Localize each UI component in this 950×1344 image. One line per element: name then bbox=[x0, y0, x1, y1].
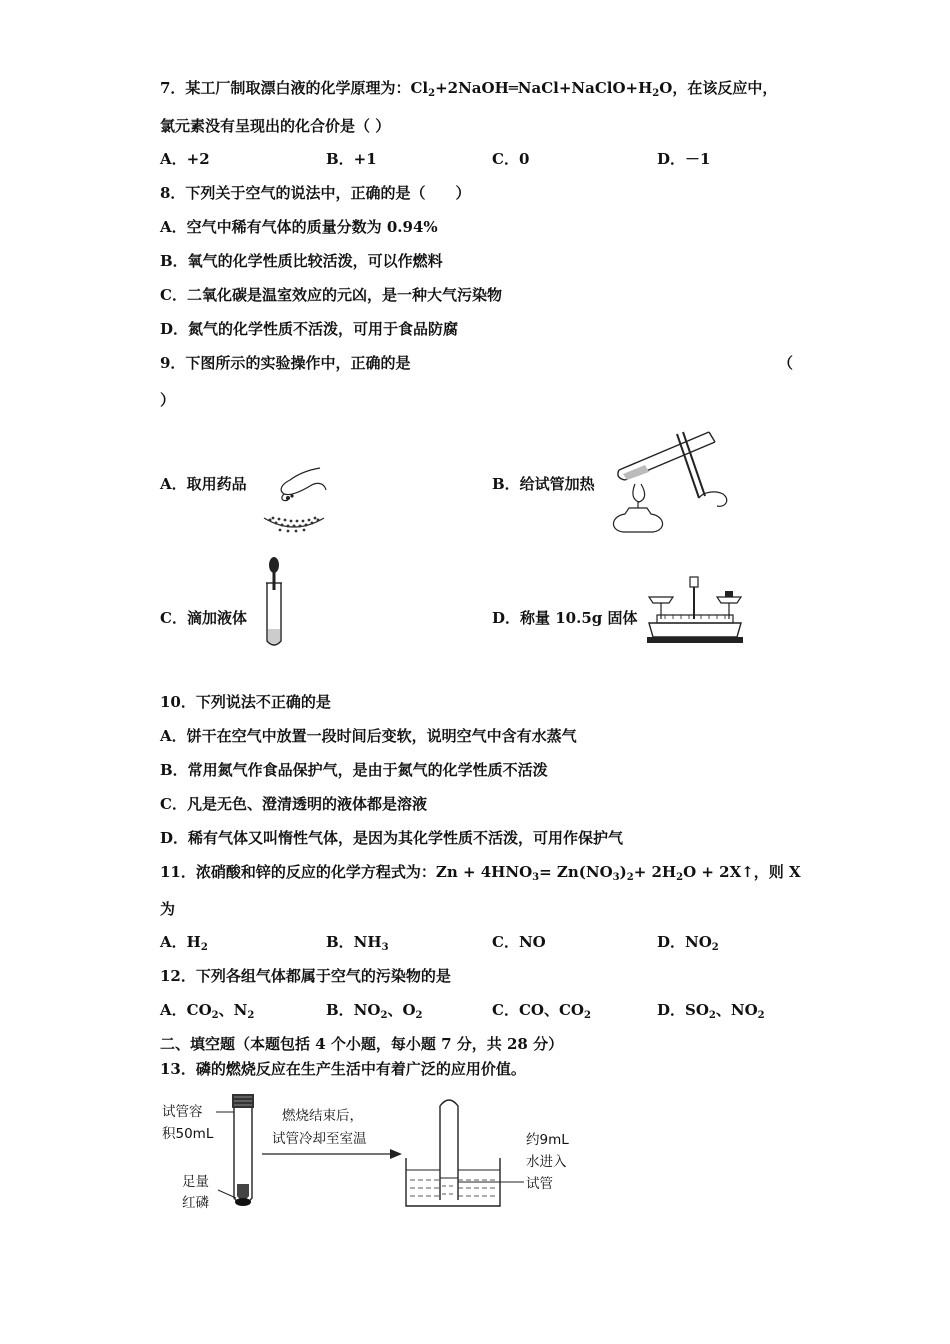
q12-option-sub: 2 bbox=[415, 1010, 423, 1021]
q11-eq-sub: 3 bbox=[612, 872, 620, 883]
q12-option-text: B．NO bbox=[326, 1001, 381, 1019]
figure-dropping-liquid bbox=[262, 555, 286, 650]
fig-label-tube-capacity: 积50mL bbox=[162, 1126, 214, 1142]
q12-option-b bbox=[326, 1000, 422, 1026]
q7-option-b: B．+1 bbox=[326, 150, 377, 168]
q9-option-c: C．滴加液体 bbox=[160, 609, 247, 627]
q12-option-sub: 2 bbox=[708, 1010, 716, 1021]
q7-stem-text: 7．某工厂制取漂白液的化学原理为： bbox=[160, 79, 411, 97]
fig-label-water-entered: 约9mL bbox=[526, 1132, 569, 1148]
figure-taking-reagent bbox=[258, 460, 338, 540]
q7-eq-sub: 2 bbox=[652, 88, 660, 99]
q11-stem-line2: 为 bbox=[160, 900, 176, 918]
figure-phosphorus-experiment bbox=[160, 1088, 590, 1213]
q11-stem-line1 bbox=[160, 862, 801, 888]
fig-label-water-entered: 试管 bbox=[526, 1176, 553, 1192]
fig-label-red-phosphorus: 足量 bbox=[182, 1174, 209, 1190]
q12-option-text: C．CO、CO bbox=[492, 1001, 584, 1019]
q11-option-a-sub: 2 bbox=[200, 942, 208, 953]
q9-option-a: A．取用药品 bbox=[160, 475, 247, 493]
q12-option-sub: 2 bbox=[757, 1010, 765, 1021]
q9-option-d: D．称量 10.5g 固体 bbox=[492, 609, 638, 627]
q10-stem: 10．下列说法不正确的是 bbox=[160, 693, 331, 711]
q11-option-b-text: B．NH bbox=[326, 933, 382, 951]
figure-balance bbox=[645, 575, 745, 647]
q7-stem-line2: 氯元素没有呈现出的化合价是（ ） bbox=[160, 117, 391, 135]
fig-arrow-label: 燃烧结束后， bbox=[282, 1108, 363, 1124]
q12-option-text: 、NO bbox=[715, 1001, 758, 1019]
q9-paren-open: （ bbox=[778, 354, 794, 372]
q11-option-c: C．NO bbox=[492, 933, 546, 951]
q10-option-d: D．稀有气体又叫惰性气体，是因为其化学性质不活泼，可用作保护气 bbox=[160, 829, 624, 847]
q10-option-b: B．常用氮气作食品保护气，是由于氮气的化学性质不活泼 bbox=[160, 761, 548, 779]
q11-option-b bbox=[326, 932, 389, 958]
q7-eq-post: O，在该反应中， bbox=[659, 79, 778, 97]
q11-eq-text: ) bbox=[619, 863, 627, 881]
q11-eq-sub: 2 bbox=[626, 872, 634, 883]
q11-option-a-text: A．H bbox=[160, 933, 201, 951]
fig-arrow-label: 试管冷却至室温 bbox=[272, 1131, 367, 1147]
q11-option-d bbox=[657, 932, 719, 958]
q11-eq-text: O + 2X↑，则 X bbox=[683, 863, 801, 881]
q8-option-c: C．二氧化碳是温室效应的元凶，是一种大气污染物 bbox=[160, 286, 502, 304]
q7-option-d: D．－1 bbox=[657, 150, 711, 168]
q8-option-b: B．氧气的化学性质比较活泼，可以作燃料 bbox=[160, 252, 443, 270]
q12-stem: 12．下列各组气体都属于空气的污染物的是 bbox=[160, 967, 451, 985]
q7-stem-line1 bbox=[160, 78, 777, 104]
q12-option-text: 、O bbox=[387, 1001, 416, 1019]
q7-option-c: C．0 bbox=[492, 150, 530, 168]
section-title-fill-in: 二、填空题（本题包括 4 个小题，每小题 7 分，共 28 分） bbox=[160, 1035, 564, 1053]
q11-option-d-text: D．NO bbox=[657, 933, 712, 951]
q10-option-a: A．饼干在空气中放置一段时间后变软，说明空气中含有水蒸气 bbox=[160, 727, 577, 745]
figure-heating-test-tube bbox=[605, 420, 745, 535]
q11-eq-sub: 3 bbox=[532, 872, 540, 883]
q7-eq-cl: Cl bbox=[410, 79, 429, 97]
q9-paren-close: ） bbox=[160, 391, 176, 409]
q11-option-a bbox=[160, 932, 208, 958]
q12-option-sub: 2 bbox=[380, 1010, 388, 1021]
q7-eq-mid: +2NaOH═NaCl+NaClO+H bbox=[435, 79, 653, 97]
q7-eq-sub: 2 bbox=[428, 88, 436, 99]
q9-stem: 9．下图所示的实验操作中，正确的是 bbox=[160, 354, 411, 372]
q12-option-text: 、N bbox=[218, 1001, 248, 1019]
q13-stem: 13．磷的燃烧反应在生产生活中有着广泛的应用价值。 bbox=[160, 1060, 526, 1078]
q12-option-text: D．SO bbox=[657, 1001, 709, 1019]
q11-eq-sub: 2 bbox=[676, 872, 684, 883]
fig-label-water-entered: 水进入 bbox=[526, 1154, 567, 1170]
q12-option-text: A．CO bbox=[160, 1001, 212, 1019]
q12-option-sub: 2 bbox=[211, 1010, 219, 1021]
q12-option-a bbox=[160, 1000, 254, 1026]
q8-option-a: A．空气中稀有气体的质量分数为 0.94% bbox=[160, 218, 438, 236]
q11-option-d-sub: 2 bbox=[711, 942, 719, 953]
q12-option-d bbox=[657, 1000, 765, 1026]
q11-eq-text: = Zn(NO bbox=[539, 863, 613, 881]
q8-option-d: D．氮气的化学性质不活泼，可用于食品防腐 bbox=[160, 320, 459, 338]
q11-eq-text: + 2H bbox=[633, 863, 677, 881]
q12-option-c bbox=[492, 1000, 591, 1026]
q11-option-b-sub: 3 bbox=[381, 942, 389, 953]
q10-option-c: C．凡是无色、澄清透明的液体都是溶液 bbox=[160, 795, 427, 813]
q7-option-a: A．+2 bbox=[160, 150, 210, 168]
fig-label-red-phosphorus: 红磷 bbox=[182, 1195, 209, 1211]
q11-stem-text: 11．浓硝酸和锌的反应的化学方程式为：Zn + 4HNO bbox=[160, 863, 533, 881]
q9-option-b: B．给试管加热 bbox=[492, 475, 595, 493]
q8-stem: 8．下列关于空气的说法中，正确的是（ ） bbox=[160, 184, 471, 202]
q12-option-sub: 2 bbox=[583, 1010, 591, 1021]
q12-option-sub: 2 bbox=[247, 1010, 255, 1021]
fig-label-tube-capacity: 试管容 bbox=[162, 1104, 203, 1120]
